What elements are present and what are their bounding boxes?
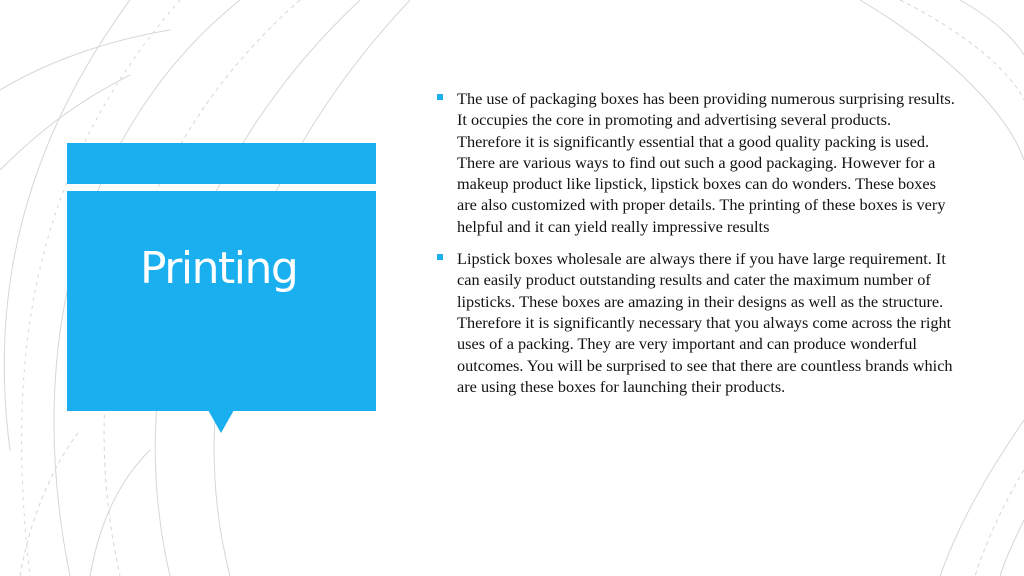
bullet-item <box>437 88 977 237</box>
bullet-list <box>437 88 977 408</box>
slide-title: Printing <box>140 243 298 294</box>
title-accent-bar <box>67 143 376 184</box>
bullet-text: Lipstick boxes wholesale are always there if you have large requirement. It can easily product outstanding results and cater the maximum number of lipsticks. These boxes are amazing in their designs as well as the structure. Therefore it is significantly necessary that you always come across the right uses of a packing. They are very important and can produce wonderful outcomes. You will be surprised to see that there are countless brands which are using these boxes for launching their products. <box>457 249 953 396</box>
square-bullet-icon <box>437 94 443 100</box>
square-bullet-icon <box>437 254 443 260</box>
title-panel-pointer <box>208 410 234 433</box>
bullet-text: The use of packaging boxes has been providing numerous surprising results. It occupies the core in promoting and advertising several products. Therefore it is significantly essential that a good quality packing is used. There are various ways to find out such a good packaging. However for a makeup product like lipstick, lipstick boxes can do wonders. These boxes are also customized with proper details. The printing of these boxes is very helpful and it can yield really impressive results <box>457 89 955 236</box>
title-panel <box>67 191 376 411</box>
bullet-item <box>437 248 977 397</box>
